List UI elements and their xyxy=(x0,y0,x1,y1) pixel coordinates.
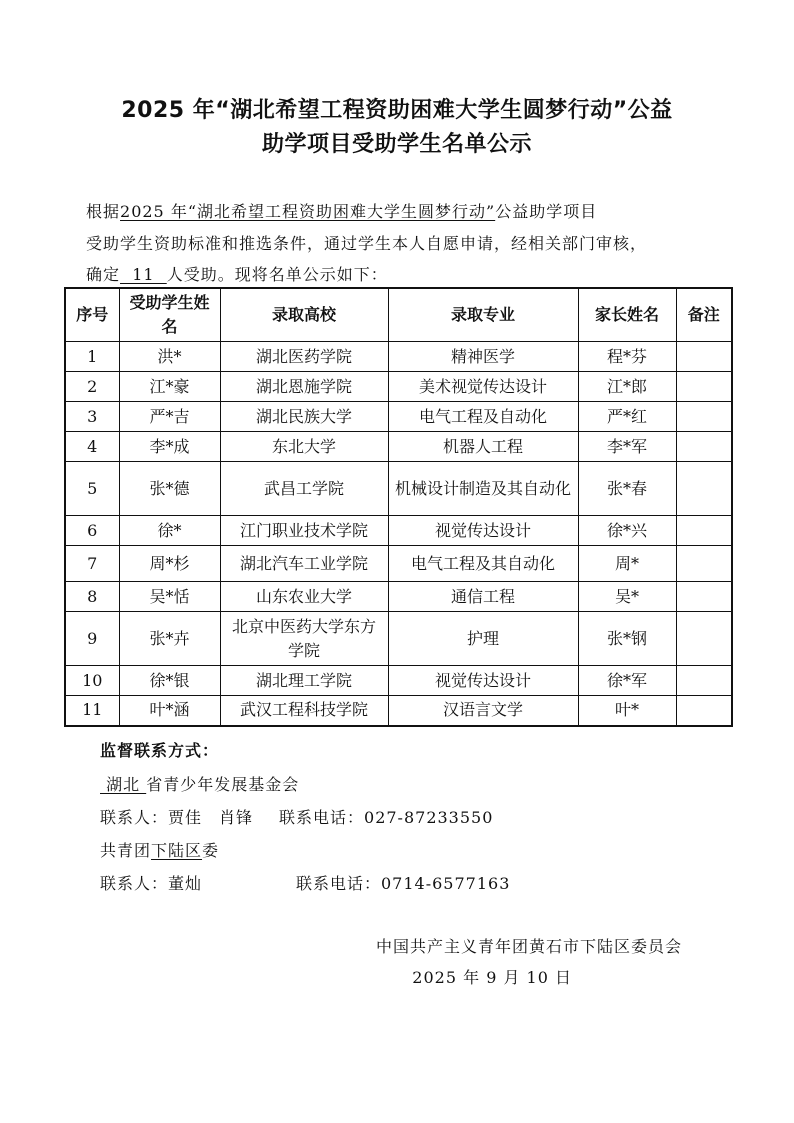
cell-index: 7 xyxy=(65,546,119,582)
recipient-count: 11 xyxy=(120,265,167,284)
cell-parent-name: 徐*军 xyxy=(578,666,676,696)
table-header xyxy=(65,288,732,342)
cell-university: 湖北理工学院 xyxy=(220,666,388,696)
cell-student-name: 严*吉 xyxy=(119,402,220,432)
col-header-major: 录取专业 xyxy=(388,288,578,342)
cell-remarks xyxy=(676,462,732,516)
intro-text: 确定 xyxy=(86,265,121,284)
col-header-index: 序号 xyxy=(65,288,119,342)
table-row xyxy=(65,342,732,372)
cell-major: 美术视觉传达设计 xyxy=(388,372,578,402)
contact-org-2-details xyxy=(100,871,510,894)
cell-major: 电气工程及自动化 xyxy=(388,402,578,432)
cell-major: 通信工程 xyxy=(388,582,578,612)
document-title-line-1: 2025 年“湖北希望工程资助困难大学生圆梦行动”公益 xyxy=(121,98,673,123)
table-row xyxy=(65,612,732,666)
col-header-remarks: 备注 xyxy=(676,288,732,342)
cell-university: 江门职业技术学院 xyxy=(220,516,388,546)
cell-remarks xyxy=(676,516,732,546)
cell-index: 11 xyxy=(65,696,119,726)
intro-paragraph-line-1 xyxy=(86,196,706,228)
cell-student-name: 徐*银 xyxy=(119,666,220,696)
cell-major: 视觉传达设计 xyxy=(388,516,578,546)
document-title-line-2: 助学项目受助学生名单公示 xyxy=(261,132,532,157)
table-body xyxy=(65,342,732,726)
recipient-table xyxy=(64,287,733,727)
cell-parent-name: 叶* xyxy=(578,696,676,726)
intro-text: 公益助学项目 xyxy=(495,202,598,221)
cell-major: 汉语言文学 xyxy=(388,696,578,726)
table-row xyxy=(65,402,732,432)
cell-parent-name: 江*郎 xyxy=(578,372,676,402)
intro-underlined-program: 2025 年“湖北希望工程资助困难大学生圆梦行动” xyxy=(120,202,496,221)
header-row xyxy=(65,288,732,342)
cell-student-name: 徐* xyxy=(119,516,220,546)
cell-parent-name: 严*红 xyxy=(578,402,676,432)
cell-index: 8 xyxy=(65,582,119,612)
cell-university: 湖北汽车工业学院 xyxy=(220,546,388,582)
cell-university: 东北大学 xyxy=(220,432,388,462)
cell-parent-name: 程*芬 xyxy=(578,342,676,372)
signature-org: 中国共产主义青年团黄石市下陆区委员会 xyxy=(375,937,682,956)
table-row xyxy=(65,432,732,462)
intro-paragraph-line-2: 受助学生资助标准和推选条件，通过学生本人自愿申请，经相关部门审核， xyxy=(86,234,648,253)
contact-org-1-details xyxy=(100,805,493,828)
cell-university: 山东农业大学 xyxy=(220,582,388,612)
contact-org-1 xyxy=(100,772,299,795)
table-row xyxy=(65,462,732,516)
org-1-province: 湖北 xyxy=(100,775,147,794)
cell-student-name: 李*成 xyxy=(119,432,220,462)
cell-remarks xyxy=(676,666,732,696)
cell-university: 湖北恩施学院 xyxy=(220,372,388,402)
table-row xyxy=(65,666,732,696)
cell-index: 4 xyxy=(65,432,119,462)
cell-student-name: 叶*涵 xyxy=(119,696,220,726)
cell-student-name: 周*杉 xyxy=(119,546,220,582)
cell-index: 5 xyxy=(65,462,119,516)
table-row xyxy=(65,516,732,546)
org-2-phone: 联系电话：0714-6577163 xyxy=(296,874,511,893)
cell-remarks xyxy=(676,432,732,462)
cell-major: 机器人工程 xyxy=(388,432,578,462)
org-1-contact-people: 联系人：贾佳 肖锋 xyxy=(100,808,254,827)
table-row xyxy=(65,582,732,612)
cell-remarks xyxy=(676,696,732,726)
cell-university: 湖北民族大学 xyxy=(220,402,388,432)
col-header-parent-name: 家长姓名 xyxy=(578,288,676,342)
cell-remarks xyxy=(676,402,732,432)
contact-org-2 xyxy=(100,838,219,861)
cell-index: 1 xyxy=(65,342,119,372)
org-2-contact-people: 联系人：董灿 xyxy=(100,874,203,893)
org-2-suffix: 委 xyxy=(202,841,220,860)
cell-university: 湖北医药学院 xyxy=(220,342,388,372)
cell-parent-name: 李*军 xyxy=(578,432,676,462)
signature-date: 2025 年 9 月 10 日 xyxy=(412,968,572,987)
cell-index: 3 xyxy=(65,402,119,432)
cell-remarks xyxy=(676,546,732,582)
table-row xyxy=(65,372,732,402)
cell-remarks xyxy=(676,342,732,372)
intro-text: 根据 xyxy=(86,202,121,221)
cell-parent-name: 徐*兴 xyxy=(578,516,676,546)
cell-student-name: 江*豪 xyxy=(119,372,220,402)
cell-remarks xyxy=(676,612,732,666)
cell-major: 机械设计制造及其自动化 xyxy=(388,462,578,516)
cell-major: 护理 xyxy=(388,612,578,666)
cell-parent-name: 张*春 xyxy=(578,462,676,516)
contact-heading: 监督联系方式： xyxy=(100,741,220,760)
cell-university: 北京中医药大学东方学院 xyxy=(220,612,388,666)
cell-student-name: 洪* xyxy=(119,342,220,372)
cell-student-name: 张*卉 xyxy=(119,612,220,666)
cell-student-name: 张*德 xyxy=(119,462,220,516)
cell-index: 6 xyxy=(65,516,119,546)
cell-university: 武昌工学院 xyxy=(220,462,388,516)
table-row xyxy=(65,696,732,726)
cell-major: 电气工程及其自动化 xyxy=(388,546,578,582)
cell-parent-name: 吴* xyxy=(578,582,676,612)
col-header-university: 录取高校 xyxy=(220,288,388,342)
table-row xyxy=(65,546,732,582)
cell-parent-name: 周* xyxy=(578,546,676,582)
cell-index: 10 xyxy=(65,666,119,696)
cell-student-name: 吴*恬 xyxy=(119,582,220,612)
cell-remarks xyxy=(676,582,732,612)
org-1-phone: 联系电话：027-87233550 xyxy=(279,808,494,827)
org-2-prefix: 共青团 xyxy=(100,841,152,860)
intro-text: 人受助。现将名单公示如下： xyxy=(166,265,388,284)
org-2-district: 下陆区 xyxy=(151,841,203,860)
cell-major: 视觉传达设计 xyxy=(388,666,578,696)
org-1-name: 省青少年发展基金会 xyxy=(146,775,300,794)
cell-major: 精神医学 xyxy=(388,342,578,372)
cell-index: 9 xyxy=(65,612,119,666)
cell-university: 武汉工程科技学院 xyxy=(220,696,388,726)
cell-remarks xyxy=(676,372,732,402)
cell-parent-name: 张*钢 xyxy=(578,612,676,666)
col-header-student-name: 受助学生姓名 xyxy=(119,288,220,342)
cell-index: 2 xyxy=(65,372,119,402)
